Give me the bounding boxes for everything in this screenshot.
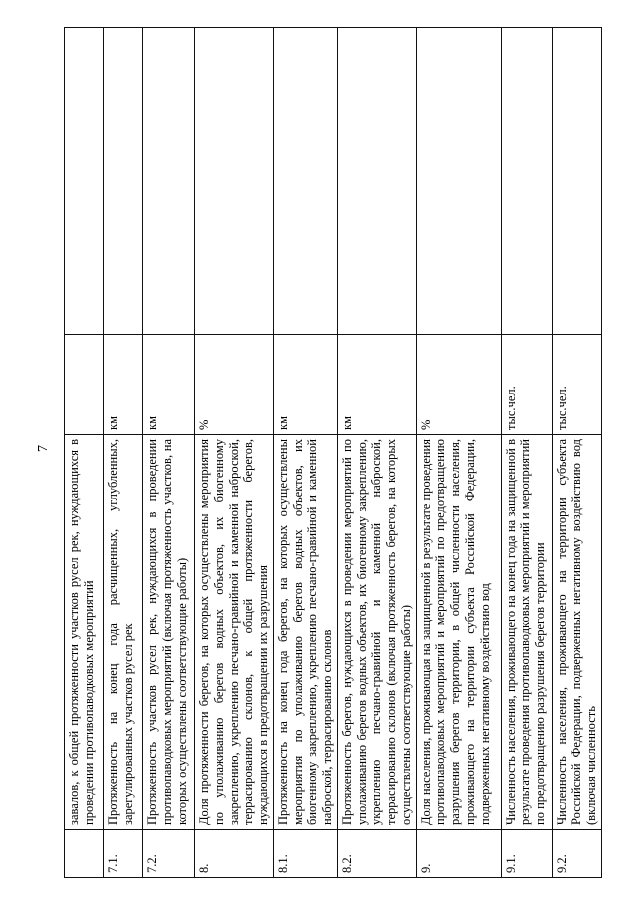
row-number: 9.2. — [552, 830, 601, 878]
table-row — [501, 28, 552, 878]
row-number — [65, 830, 104, 878]
row-number: 7.2. — [143, 830, 195, 878]
indicator-text: Численность населения, проживающего на конец года на защищенной в результате проведения противопаводковых мероприятий и мероприятий по предотвращению разрушения берегов территории — [501, 435, 552, 830]
value-cell — [552, 28, 601, 335]
table-row — [195, 28, 274, 878]
value-cell — [195, 28, 274, 335]
table-row — [104, 28, 143, 878]
table-row — [416, 28, 501, 878]
unit-cell: тыс.чел. — [552, 335, 601, 435]
indicator-text: Доля протяженности берегов, на которых осуществлены мероприятия по уполаживанию берегов водных объектов, их биогенному закреплению, укреплению песчано-гравийной и каменной наброской, террасированию склонов, к общей протяженности берегов, нуждающихся в предотвращении их разрушения — [195, 435, 274, 830]
unit-cell — [65, 335, 104, 435]
unit-cell: км — [104, 335, 143, 435]
row-number: 8.2. — [337, 830, 416, 878]
row-number: 9.1. — [501, 830, 552, 878]
unit-cell: тыс.чел. — [501, 335, 552, 435]
indicator-text: Протяженность на конец года расчищенных, углубленных, зарегулированных участков русел рек — [104, 435, 143, 830]
table-row — [552, 28, 601, 878]
unit-cell: % — [195, 335, 274, 435]
table-row — [65, 28, 104, 878]
unit-cell: км — [337, 335, 416, 435]
table-row — [143, 28, 195, 878]
value-cell — [65, 28, 104, 335]
value-cell — [501, 28, 552, 335]
row-number: 8. — [195, 830, 274, 878]
row-number: 9. — [416, 830, 501, 878]
indicator-text: Численность населения, проживающего на территории субъекта Российской Федерации, подверженных негативному воздействию вод (включая численность — [552, 435, 601, 830]
value-cell — [273, 28, 337, 335]
indicators-table — [64, 27, 602, 878]
unit-cell: км — [273, 335, 337, 435]
value-cell — [337, 28, 416, 335]
indicator-text: Протяженность берегов, нуждающихся в проведении мероприятий по уполаживанию берегов водных объектов, их биогенному закреплению, укреплению песчано-гравийной и каменной наброской, террасированию склонов (включая протяженность берегов, на которых осуществлены соответствующие работы) — [337, 435, 416, 830]
indicator-text: завалов, к общей протяженности участков русел рек, нуждающихся в проведении противопаводковых мероприятий — [65, 435, 104, 830]
indicator-text: Протяженность участков русел рек, нуждающихся в проведении противопаводковых мероприятий (включая протяженность участков, на которых осуществлены соответствующие работы) — [143, 435, 195, 830]
value-cell — [416, 28, 501, 335]
table-row — [337, 28, 416, 878]
indicator-text: Доля населения, проживающая на защищенной в результате проведения противопаводковых мероприятий и мероприятий по предотвращению разрушения берегов территории, в общей численности населения, проживающего на территории субъекта Российской Федерации, подверженных негативному воздействию вод — [416, 435, 501, 830]
value-cell — [143, 28, 195, 335]
row-number: 7.1. — [104, 830, 143, 878]
page-number: 7 — [36, 445, 51, 452]
unit-cell: км — [143, 335, 195, 435]
value-cell — [104, 28, 143, 335]
table-row — [273, 28, 337, 878]
row-number: 8.1. — [273, 830, 337, 878]
unit-cell: % — [416, 335, 501, 435]
indicator-text: Протяженность на конец года берегов, на которых осуществлены мероприятия по уполаживанию берегов водных объектов, их биогенному закреплению, укреплению песчано-гравийной и каменной наброской, террасированию склонов — [273, 435, 337, 830]
